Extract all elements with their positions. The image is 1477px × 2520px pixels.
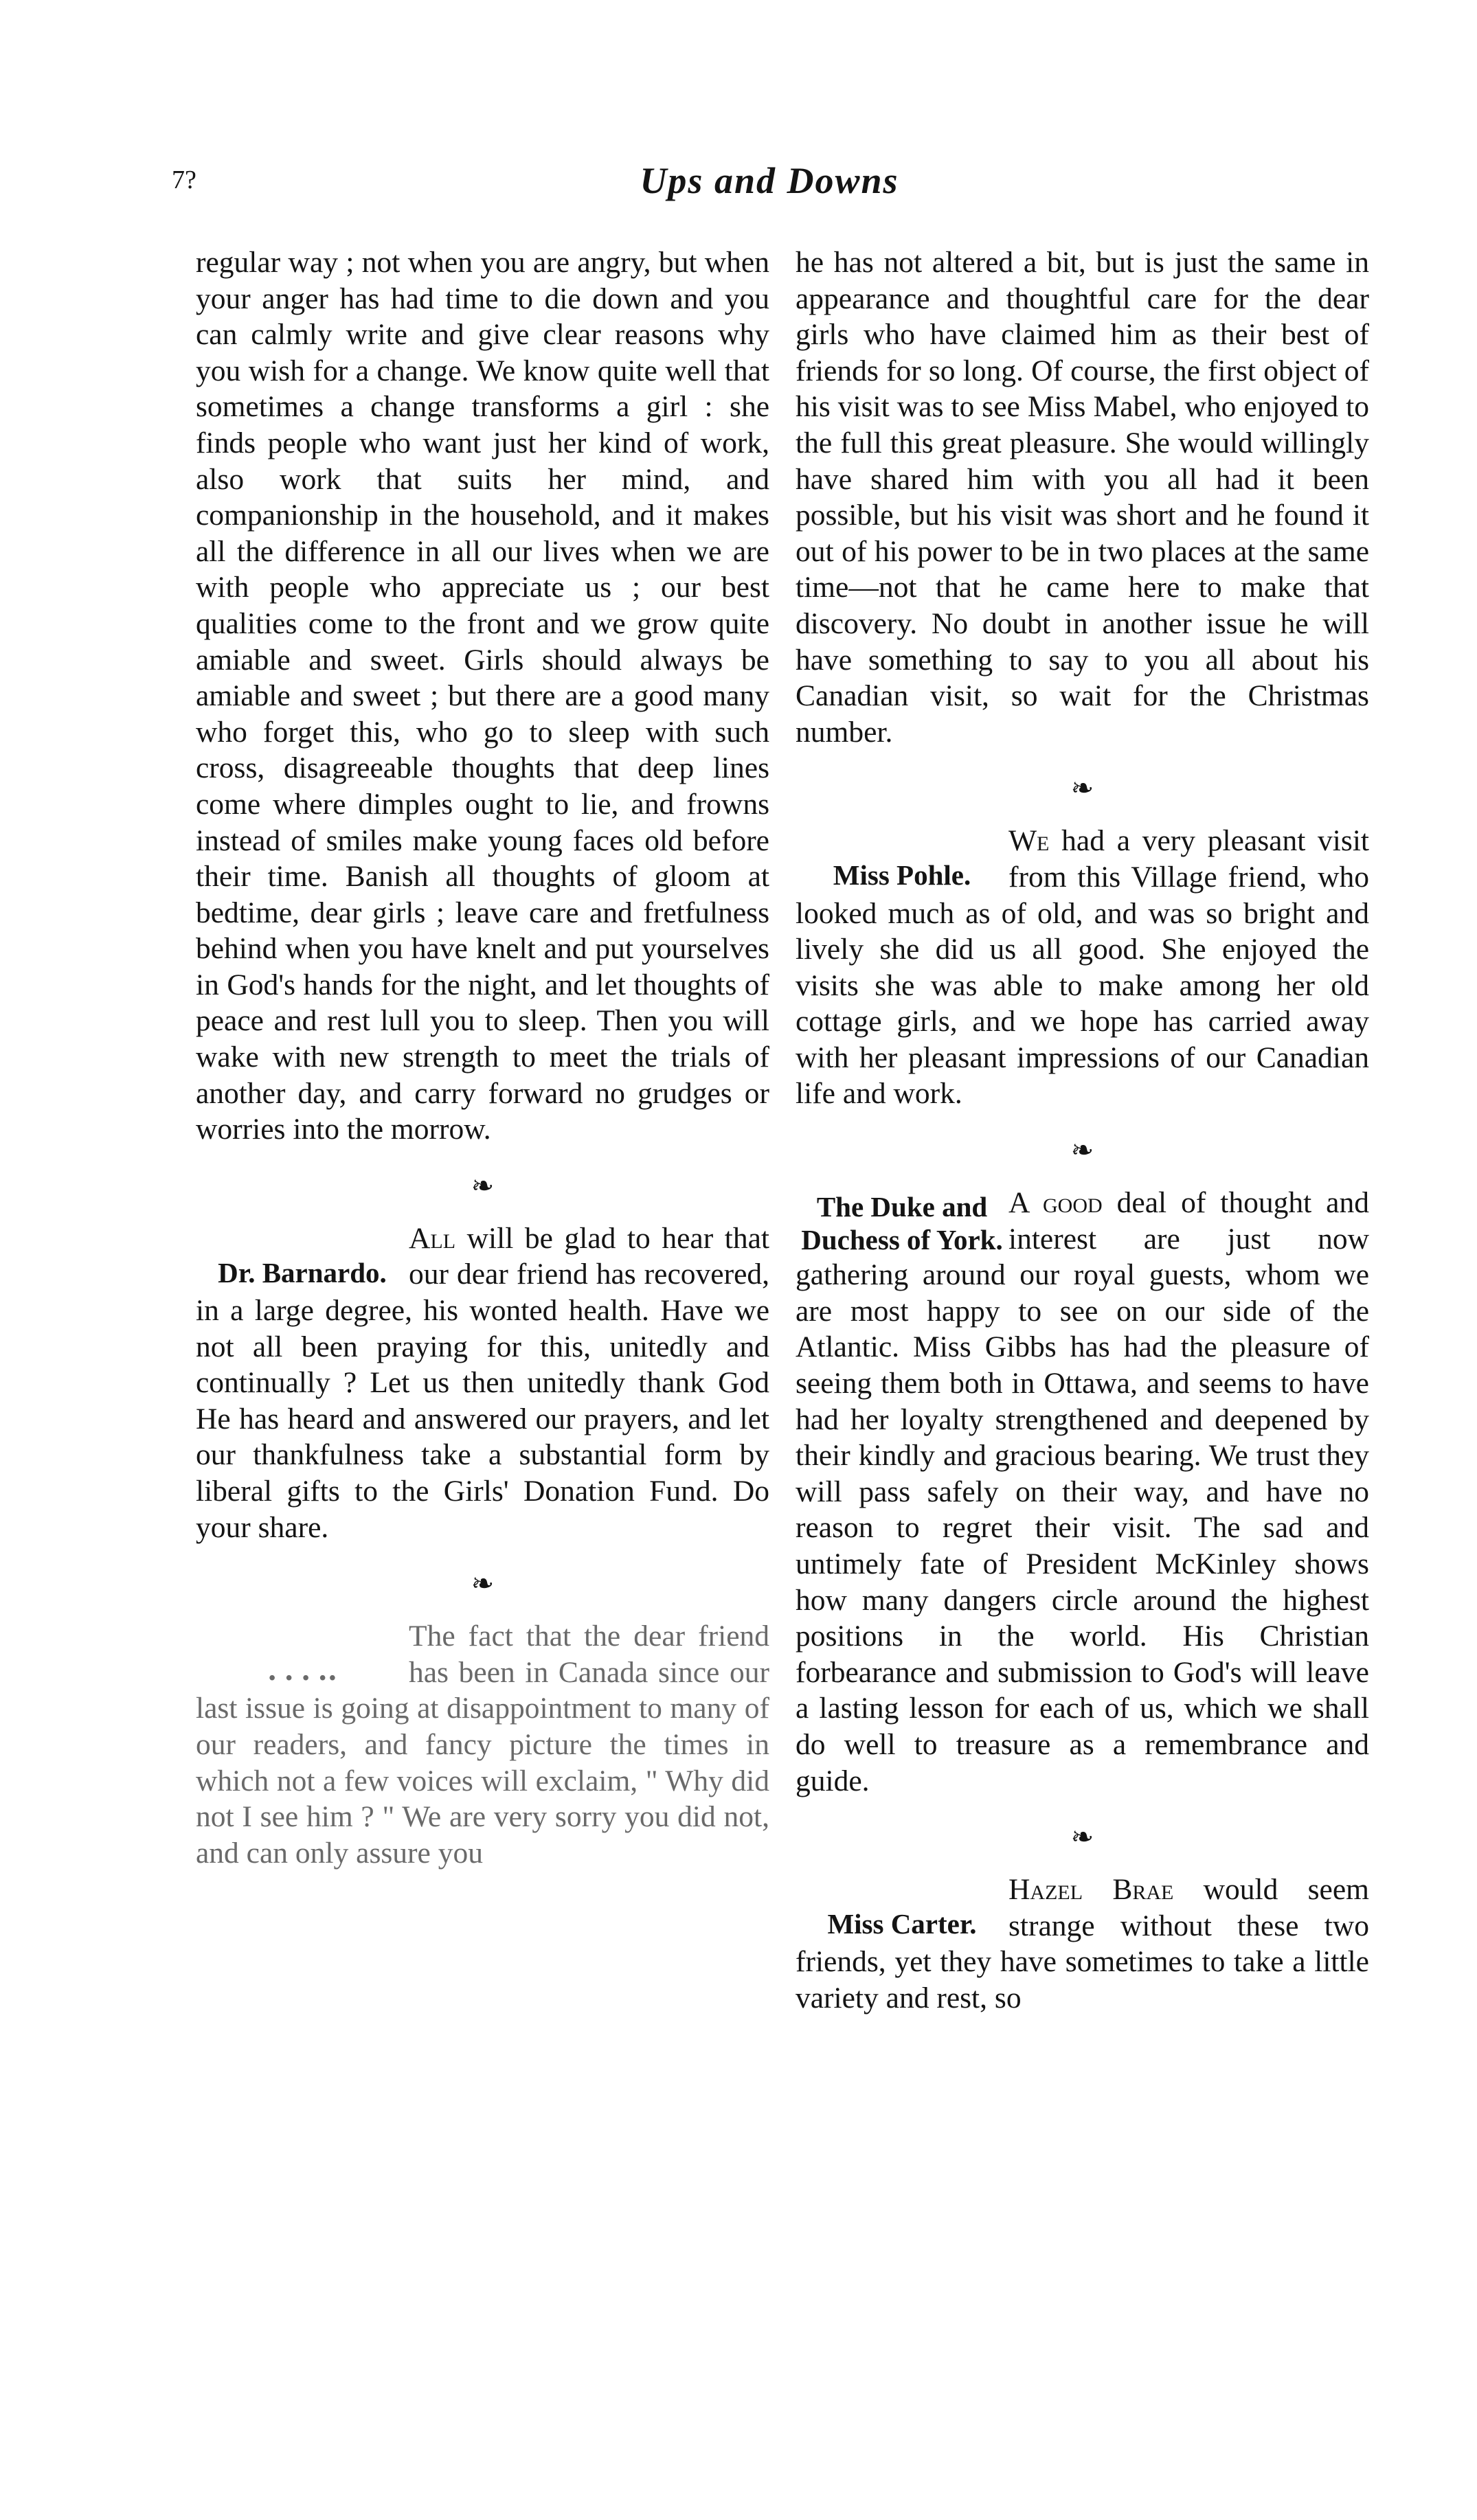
sidehead-carter: Miss Carter. [827,1908,977,1940]
carter-paragraph [796,1872,1369,2016]
section-divider [796,775,1369,802]
lead-word: We [1008,824,1050,858]
section-divider [196,1172,769,1200]
faded-item [196,1618,769,1871]
section-divider [196,1570,769,1598]
sidehead-pohle: Miss Pohle. [833,859,971,892]
barnardo-item [196,1221,769,1545]
fleuron-icon: ❧ [1070,773,1094,804]
section-divider [796,1137,1369,1164]
carter-text: would seem strange without these two friends, yet they have sometimes to take a little variety and rest, so [796,1873,1369,2014]
fleuron-icon: ❧ [471,1568,495,1600]
duke-text: deal of thought and interest are just now gathering around our royal guests, whom we are most happy to see on our side of the Atlantic. Miss Gibbs has had the pleasure of seeing them both in Ottawa, and seems to have had her loyalty strengthened and deepened by their kindly and gracious bearing. We trust they will pass safely on their way, and have no reason to regret their visit. The sad and untimely fate of President McKinley shows how many dangers circle around the highest positions in the world. His Christian forbearance and submission to God's will leave a lasting lesson for each of us, which we shall do well to treasure as a remembrance and guide. [796,1186,1369,1797]
page-header [172,159,1367,214]
fleuron-icon: ❧ [471,1170,495,1201]
right-column [796,245,1369,2017]
pohle-item [796,823,1369,1112]
carter-item [796,1872,1369,2016]
barnardo-text: will be glad to hear that our dear friend has recovered, in a large degree, his wonted health. Have we not all been praying for this, unitedly and continually ? Let us then unitedly thank God He has heard and answered our prayers, and let our thankfulness take a substantial form by liberal gifts to the Girls' Donation Fund. Do your share. [196,1221,769,1544]
fleuron-icon: ❧ [1070,1135,1094,1166]
pohle-text: had a very pleasant visit from this Village friend, who looked much as of old, and was so bright and lively she did us all good. She enjoyed the visits she was able to make among her old cottage girls, and we hope has carried away with her pleasant impressions of our Canadian life and work. [796,824,1369,1111]
sidehead-faded: ․ ․ ․ ․․ [267,1655,338,1687]
duke-item [796,1185,1369,1799]
faded-paragraph: The fact that the dear friend has been in Canada since our last issue is going at disappointment to many of our readers, and fancy picture the times in which not a few voices will exclaim, " Why did not I see him ? " We are very sorry you did not, and can only assure you [196,1620,769,1870]
lead-word: A good [1008,1186,1103,1220]
sidehead-barnardo: Dr. Barnardo. [218,1256,387,1289]
fleuron-icon: ❧ [1070,1821,1094,1853]
continuation-paragraph: regular way ; not when you are angry, but when your anger has had time to die down and you can calmly write and give clear reasons why you wish for a change. We know quite well that sometimes a change transforms a girl : she finds people who want just her kind of work, also work that suits her mind, and companionship in the household, and it makes all the difference in all our lives when we are with people who appreciate us ; our best qualities come to the front and we grow quite amiable and sweet. Girls should always be amiable and sweet ; but there are a good many who forget this, who go to sleep with such cross, disagreeable thoughts that deep lines come where dimples ought to lie, and frowns instead of smiles make young faces old before their time. Banish all thoughts of gloom at bedtime, dear girls ; leave care and fretfulness behind when you have knelt and put yourselves in God's hands for the night, and let thoughts of peace and rest lull you to sleep. Then you will wake with new strength to meet the trials of another day, and carry forward no grudges or worries into the morrow. [196,246,769,1146]
continuation-paragraph: he has not altered a bit, but is just the same in appearance and thoughtful care for the dear girls who have claimed him as their best of friends for so long. Of course, the first object of his visit was to see Miss Mabel, who enjoyed to the full this great pleasure. She would willingly have shared him with you all had it been possible, but his visit was short and he found it out of his power to be in two places at the same time—not that he came here to make that discovery. No doubt in another issue he will have something to say to you all about his Canadian visit, so wait for the Christmas number. [796,246,1369,749]
running-title: Ups and Downs [640,160,899,201]
section-divider [796,1821,1369,1853]
duke-paragraph [796,1185,1369,1799]
left-column [196,245,769,1871]
lead-word: All [409,1221,456,1255]
sidehead-duke: The Duke and Duchess of York. [801,1191,1003,1256]
lead-word: Hazel Brae [1008,1873,1174,1907]
page-number: 7? [172,166,196,194]
